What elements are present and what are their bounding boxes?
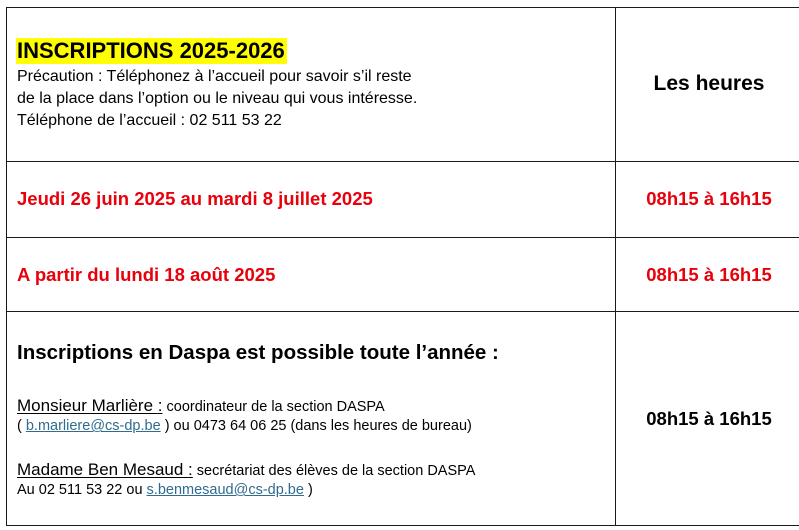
email-link[interactable]: s.benmesaud@cs-dp.be [146,482,304,499]
period-label-cell [7,161,616,237]
precaution-line-2: de la place dans l’option ou le niveau qui vous intéresse. [17,90,418,107]
period-label-cell [7,237,616,311]
period-label: Jeudi 26 juin 2025 au mardi 8 juillet 2025 [17,188,373,210]
daspa-hours: 08h15 à 16h15 [646,407,772,429]
period-row [7,237,799,311]
inscriptions-table [6,7,799,526]
contact-role: coordinateur de la section DASPA [162,399,385,416]
period-hours: 08h15 à 16h15 [646,263,772,285]
contact-block [17,396,615,436]
hours-header: Les heures [653,72,765,96]
period-hours-cell [616,237,799,311]
contact-line-suffix: ) [303,482,313,499]
contact-block [17,460,615,500]
contact-role: secrétariat des élèves de la section DASPA [192,463,476,480]
daspa-info-cell [7,312,616,526]
contact-name: Monsieur Marlière [17,396,158,416]
contact-colon: : [188,460,193,480]
precaution-line-1: Précaution : Téléphonez à l’accueil pour savoir s’il reste [17,68,412,85]
contact-line-prefix: ( [17,418,26,435]
period-row [7,161,799,237]
precaution-text [17,66,615,110]
daspa-hours-cell [616,312,799,526]
email-link[interactable]: b.marliere@cs-dp.be [25,418,161,435]
period-hours-cell [616,161,799,237]
hours-header-cell [616,8,799,162]
header-info-cell [7,8,616,162]
reception-phone: Téléphone de l’accueil : 02 511 53 22 [17,112,282,129]
contact-line-suffix: ) ou 0473 64 06 25 (dans les heures de bureau) [160,418,472,435]
period-hours: 08h15 à 16h15 [646,188,772,210]
contact-line-prefix: Au 02 511 53 22 ou [17,482,147,499]
period-label: A partir du lundi 18 août 2025 [17,263,276,285]
page-title: INSCRIPTIONS 2025-2026 [17,38,285,63]
header-row [7,8,799,162]
contact-name: Madame Ben Mesaud [17,460,189,480]
contact-colon: : [157,396,163,416]
daspa-row [7,312,799,526]
daspa-title: Inscriptions en Daspa est possible toute l’année : [17,341,499,365]
